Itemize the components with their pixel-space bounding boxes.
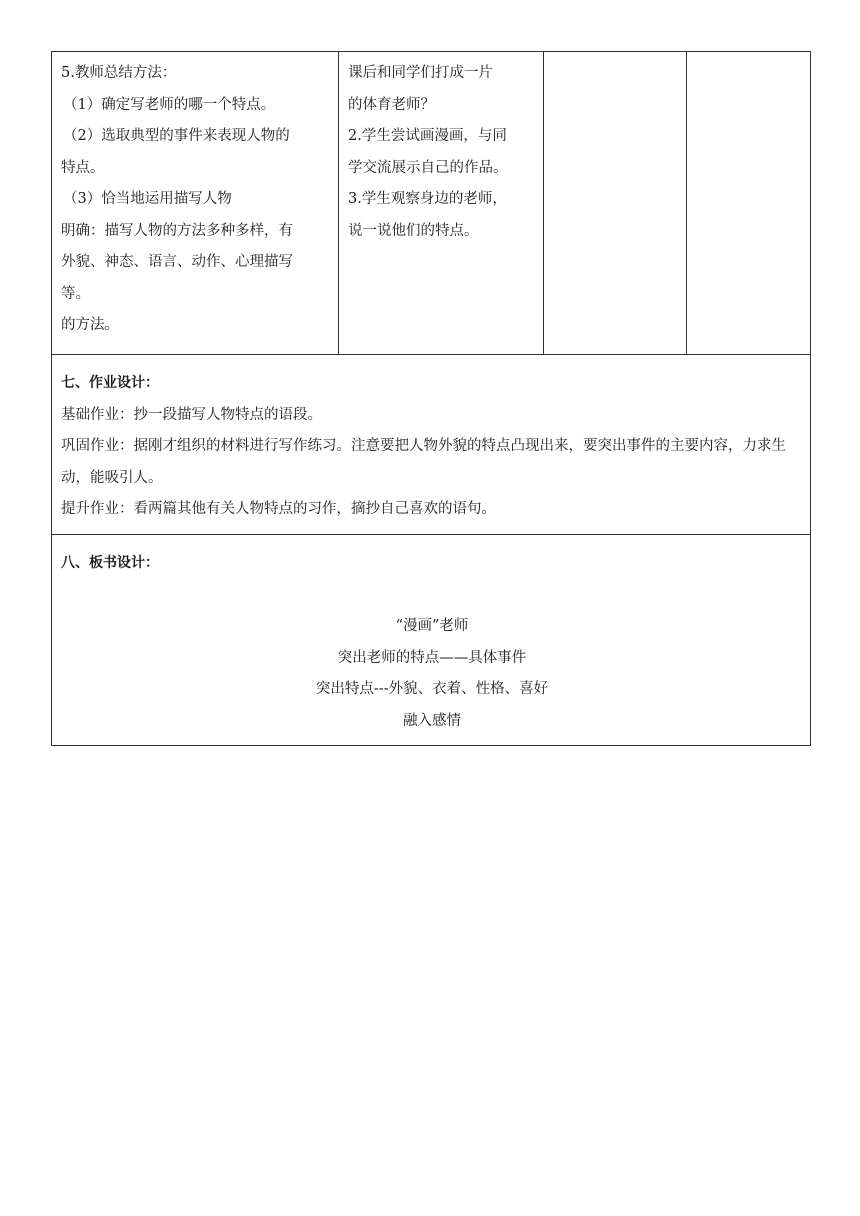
teacher-activity-cell (52, 52, 339, 355)
text-line: 的方法。 (61, 317, 119, 333)
board-line: 融入感情 (403, 712, 461, 729)
text-line: （2）选取典型的事件来表现人物的 (63, 128, 290, 144)
board-line: 突出老师的特点——具体事件 (337, 649, 527, 666)
activity-row (52, 52, 811, 355)
homework-title: 七、作业设计： (61, 375, 159, 391)
text-line: 3.学生观察身边的老师， (348, 191, 507, 207)
text-line: 明确：描写人物的方法多种多样，有 (61, 222, 293, 239)
text-line: （3）恰当地运用描写人物 (63, 191, 232, 207)
board-cell (52, 534, 811, 746)
board-row (52, 534, 811, 746)
board-line: “漫画”老师 (395, 618, 469, 634)
board-content (61, 611, 803, 737)
homework-cell (52, 355, 811, 535)
empty-cell (687, 52, 811, 355)
board-line: 突出特点---外貌、衣着、性格、喜好 (315, 681, 549, 697)
student-activity-cell (339, 52, 544, 355)
text-line: 5.教师总结方法： (61, 65, 177, 81)
text-line: 特点。 (61, 159, 105, 176)
text-line: 等。 (61, 285, 90, 302)
homework-consolidate: 巩固作业：据刚才组织的材料进行写作练习。注意要把人物外貌的特点凸现出来，要突出事件的主要内容，力求生动，能吸引人。 (61, 438, 786, 486)
text-line: 外貌、神态、语言、动作、心理描写 (61, 254, 293, 270)
text-line: 的体育老师？ (348, 96, 435, 113)
homework-row (52, 355, 811, 535)
empty-cell (544, 52, 687, 355)
text-line: 课后和同学们打成一片 (348, 65, 493, 81)
homework-advanced: 提升作业：看两篇其他有关人物特点的习作，摘抄自己喜欢的语句。 (61, 501, 496, 517)
text-line: 说一说他们的特点。 (348, 222, 479, 239)
board-title: 八、板书设计： (61, 554, 159, 571)
lesson-plan-table (51, 51, 811, 746)
text-line: 2.学生尝试画漫画，与同 (348, 128, 507, 144)
text-line: 学交流展示自己的作品。 (348, 159, 508, 176)
homework-basic: 基础作业：抄一段描写人物特点的语段。 (61, 406, 322, 423)
text-line: （1）确定写老师的哪一个特点。 (63, 96, 276, 113)
